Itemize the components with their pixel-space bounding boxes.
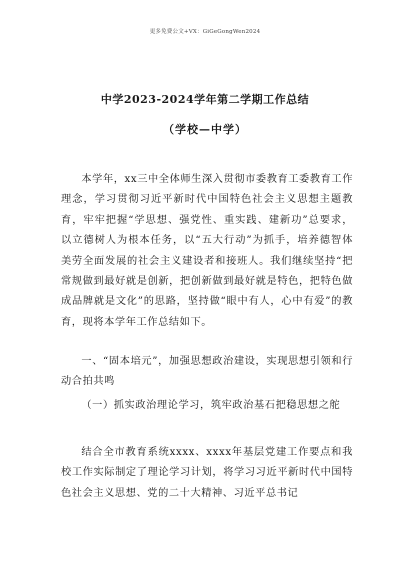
document-subtitle: （学校—中学） — [163, 123, 247, 136]
intro-paragraph: 本学年，xx三中全体师生深入贯彻市委教育工委教育工作理念，学习贯彻习近平新时代中国特色社会主义思想主题教育，牢牢把握“学思想、强党性、重实践、建新功”总要求，以立德树人为根本任务，以“五大行动”为抓手，培养德智体美劳全面发展的社会主义建设者和接班人。我们继续坚持“把常规做到最好就是创新，把创新做到最好就是特色，把特色做成品牌就是文化”的思路，坚持做“眼中有人，心中有爱”的教育，现将本学年工作总结如下。 — [61, 174, 353, 328]
document-title: 中学2023-2024学年第二学期工作总结 — [100, 93, 310, 106]
body-paragraph-1: 结合全市教育系统xxxx、xxxx年基层党建工作要点和我校工作实际制定了理论学习计划，将学习习近平新时代中国特色社会主义思想、党的二十大精神、习近平总书记 — [61, 447, 353, 499]
section-heading-1: 一、“固本培元”，加强思想政治建设，实现思想引领和行动合拍共鸣 — [61, 356, 353, 388]
header-note: 更多免费公文+VX：GiGeGongWen2024 — [149, 29, 261, 35]
section-heading-1-1: （一）抓实政治理论学习，筑牢政治基石把稳思想之舵 — [81, 400, 341, 411]
